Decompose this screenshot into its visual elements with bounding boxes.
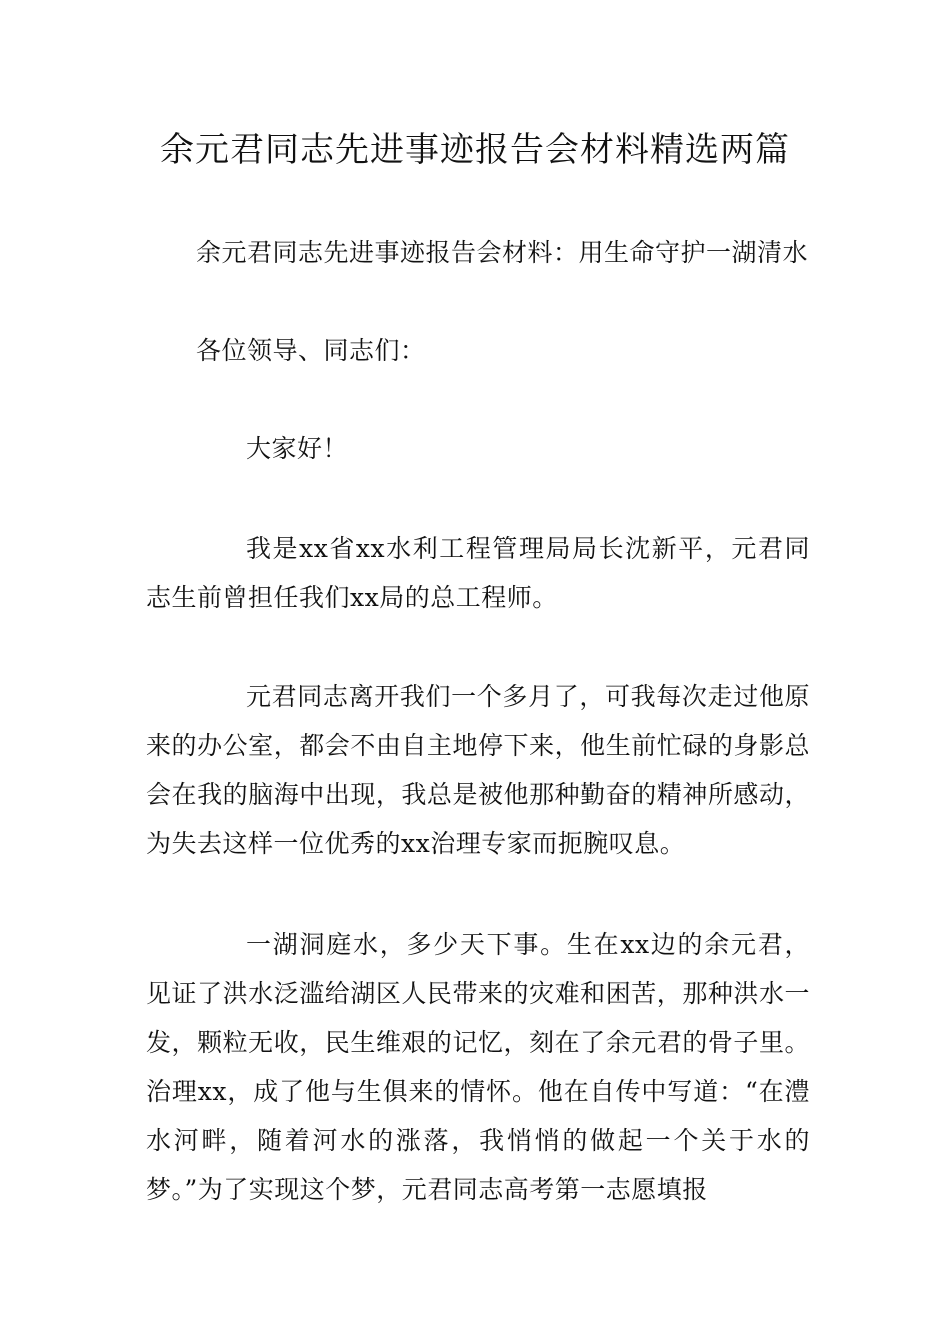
document-title: 余元君同志先进事迹报告会材料精选两篇 <box>160 130 790 170</box>
greeting-paragraph: 大家好！ <box>246 434 349 463</box>
body-paragraph-intro: 我是xx省xx水利工程管理局局长沈新平，元君同志生前曾担任我们xx局的总工程师。 <box>146 534 810 612</box>
body-paragraph-lake: 一湖洞庭水，多少天下事。生在xx边的余元君，见证了洪水泛滥给湖区人民带来的灾难和困苦，那种洪水一发，颗粒无收，民生维艰的记忆，刻在了余元君的骨子里。治理xx，成了他与生俱来的情怀。他在自传中写道：“在澧水河畔，随着河水的涨落，我悄悄的做起一个关于水的梦。”为了实现这个梦，元君同志高考第一志愿填报 <box>146 930 810 1204</box>
salutation-paragraph: 各位领导、同志们： <box>196 336 426 365</box>
body-paragraph-memory: 元君同志离开我们一个多月了，可我每次走过他原来的办公室，都会不由自主地停下来，他生前忙碌的身影总会在我的脑海中出现，我总是被他那种勤奋的精神所感动，为失去这样一位优秀的xx治理专家而扼腕叹息。 <box>146 682 810 858</box>
subtitle-paragraph: 余元君同志先进事迹报告会材料：用生命守护一湖清水 <box>196 238 809 267</box>
